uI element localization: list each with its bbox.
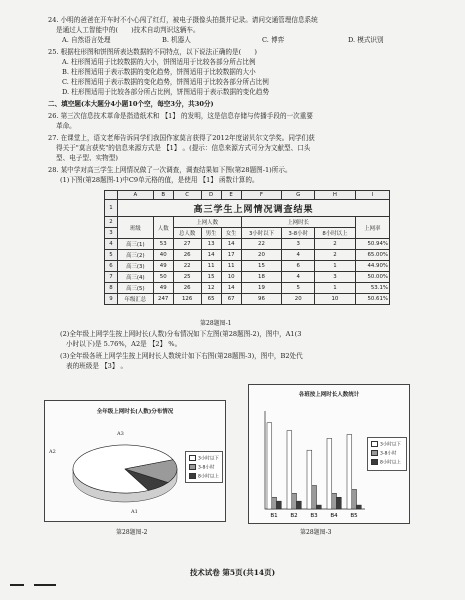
- row-number: 8: [105, 283, 118, 294]
- q25-option-b: B. 柱形图适用于表示数据的变化趋势，饼图适用于比较数据的大小: [62, 68, 256, 76]
- q25-option-d: D. 柱形图适用于比较各部分所占比例，饼图适用于表示数据的变化趋势: [62, 88, 270, 96]
- cell-over8: 2: [315, 250, 356, 261]
- cell-female: 10: [221, 272, 241, 283]
- table-body: [105, 239, 390, 305]
- cell-total: 25: [173, 272, 201, 283]
- bar-legend-item-2: [371, 450, 396, 457]
- legend-label: 3-8小时: [380, 451, 397, 457]
- cell-class: 高三(4): [118, 272, 154, 283]
- cell-under3: 15: [241, 261, 282, 272]
- legend-swatch: [371, 459, 378, 465]
- q24-line2: 是通过人工智能中的( )技术自动判识这辆车。: [56, 26, 200, 34]
- q24-option-c: C. 博弈: [262, 36, 285, 44]
- cell-male: 13: [201, 239, 221, 250]
- header-online-count: 上网人数: [173, 217, 241, 228]
- q28-sub2-line1: (2)全年级上网学生按上网时长(人数)分布情况如下左图(第28题图-2)，图中，A1(3: [60, 330, 302, 338]
- q25-stem: 25. 根据柱形图和饼图所表达数据的不同特点，以下说法正确的是( ): [48, 48, 257, 56]
- cell-under3: 19: [241, 283, 282, 294]
- table-title: 高三学生上网情况调查结果: [118, 200, 390, 217]
- bar-legend-item-3: [371, 459, 401, 466]
- section-heading: 二、填空题(本大题分4小题10个空，每空3分，共30分): [48, 100, 214, 108]
- legend-label: 3-8小时: [198, 465, 215, 471]
- q28-sub1: (1)下图(第28题图-1)中C9单元格的值，是使用 【1】 函数计算的。: [60, 176, 259, 184]
- cell-male: 65: [201, 294, 221, 305]
- row-number: 1: [105, 200, 118, 217]
- cell-over8: 2: [315, 239, 356, 250]
- cell-total: 26: [173, 250, 201, 261]
- col-letter-e: E: [221, 191, 241, 200]
- cell-3to8: 3: [282, 239, 315, 250]
- header-class: 班级: [118, 217, 154, 239]
- cell-class: 高三(1): [118, 239, 154, 250]
- bar-B5-series-2: [352, 489, 357, 509]
- bar-category-label: B3: [310, 513, 318, 519]
- pie-label-a3: A3: [117, 431, 124, 437]
- header-3to8: 3-8小时: [282, 228, 315, 239]
- cell-over8: 1: [315, 261, 356, 272]
- cell-total: 27: [173, 239, 201, 250]
- table-row: [105, 250, 390, 261]
- legend-swatch: [371, 450, 378, 456]
- table-row: [105, 272, 390, 283]
- q25-option-a: A. 柱形图适用于比较数据的大小，饼图适用于比较各部分所占比例: [62, 58, 256, 66]
- col-letter-d: D: [201, 191, 221, 200]
- pie-chart-title: 全年级上网时长(人数)分布情况: [96, 409, 174, 415]
- table-row: [105, 239, 390, 250]
- row-number: 7: [105, 272, 118, 283]
- q28-sub3-line2: 表的班级是 【3】 。: [66, 362, 128, 370]
- q27-line2: 得关于"莫言获奖"的信息来源方式是 【1】 。(提示：信息来源方式可分为文献型、口头: [56, 144, 311, 152]
- cell-3to8: 20: [282, 294, 315, 305]
- header-duration: 上网时长: [241, 217, 355, 228]
- cell-male: 11: [201, 261, 221, 272]
- row-number: 5: [105, 250, 118, 261]
- cell-under3: 96: [241, 294, 282, 305]
- bar-category-label: B5: [350, 513, 358, 519]
- q28-sub3-line1: (3)全年级各班上网学生按上网时长人数统计如下右图(第28题图-3)，图中，B2处代: [60, 352, 303, 360]
- cell-female: 67: [221, 294, 241, 305]
- cell-female: 14: [221, 283, 241, 294]
- header-over8: 8小时以上: [315, 228, 356, 239]
- cell-rate: 50.00%: [355, 272, 389, 283]
- pie-label-a2: A2: [49, 449, 56, 455]
- q28-sub2-line2: 小时以下)是 5.76%，A2是 【2】 %。: [66, 340, 182, 348]
- cell-class: 高三(3): [118, 261, 154, 272]
- cell-3to8: 4: [282, 250, 315, 261]
- bar-B3-series-1: [307, 450, 312, 509]
- row-number: 4: [105, 239, 118, 250]
- header-rate: 上网率: [355, 217, 389, 239]
- cell-count: 49: [153, 283, 173, 294]
- legend-label: 3小时以下: [198, 456, 219, 462]
- q24-option-d: D. 模式识别: [348, 36, 384, 44]
- caption-figure2: 第28题图-2: [116, 529, 148, 536]
- pie-legend-item-3: [189, 473, 219, 480]
- cell-total: 22: [173, 261, 201, 272]
- q26-line1: 26. 第三次信息技术革命是指造纸术和 【1】 的发明，这是信息存储与传播手段的一次重要: [48, 112, 313, 120]
- legend-swatch: [189, 455, 196, 461]
- bar-legend-item-1: [371, 441, 401, 448]
- bar-B2-series-3: [297, 501, 302, 509]
- bar-B5-series-3: [357, 505, 362, 509]
- cell-female: 14: [221, 239, 241, 250]
- bar-B3-series-3: [317, 505, 322, 509]
- header-male: 男生: [201, 228, 221, 239]
- cell-3to8: 5: [282, 283, 315, 294]
- bar-B1-series-3: [277, 501, 282, 509]
- cell-under3: 22: [241, 239, 282, 250]
- bar-B3-series-2: [312, 485, 317, 509]
- q24-option-a: A. 自然语言处理: [62, 36, 111, 44]
- q28-line1: 28. 某中学对高三学生上网情况做了一次调查，调查结果如下图(第28题图-1)所示。: [48, 166, 292, 174]
- cell-rate: 44.90%: [355, 261, 389, 272]
- table-row: [105, 200, 390, 217]
- bar-chart-box: [248, 384, 410, 524]
- table-row: [105, 294, 390, 305]
- bar-B2-series-2: [292, 493, 297, 509]
- q24-line1: 24. 小明的爸爸在开车时不小心闯了红灯，被电子摄像头拍摄并记录。请问交通管理信息系统: [48, 16, 318, 24]
- bar-B4-series-2: [332, 493, 337, 509]
- bar-B2-series-1: [287, 431, 292, 509]
- bar-category-label: B2: [290, 513, 298, 519]
- pie-label-a1: A1: [131, 509, 138, 515]
- cell-3to8: 4: [282, 272, 315, 283]
- cell-rate: 53.1%: [355, 283, 389, 294]
- cell-male: 12: [201, 283, 221, 294]
- corner-cell: [105, 191, 118, 200]
- legend-swatch: [189, 464, 196, 470]
- cell-count: 49: [153, 261, 173, 272]
- cell-over8: 10: [315, 294, 356, 305]
- header-count: 人数: [153, 217, 173, 239]
- cell-count: 247: [153, 294, 173, 305]
- cell-count: 40: [153, 250, 173, 261]
- cell-class: 高三(5): [118, 283, 154, 294]
- legend-label: 8小时以上: [380, 460, 401, 466]
- q26-line2: 革命。: [56, 122, 76, 130]
- row-number: 3: [105, 228, 118, 239]
- q27-line1: 27. 在课堂上，语文老师告诉同学们我国作家莫言获得了2012年度诺贝尔文学奖。同学们获: [48, 134, 315, 142]
- pie-chart-box: [44, 400, 226, 522]
- q25-option-c: C. 柱形图适用于表示数据的变化趋势，饼图适用于比较各部分所占比例: [62, 78, 269, 86]
- col-letter-f: F: [241, 191, 282, 200]
- legend-swatch: [189, 473, 196, 479]
- legend-swatch: [371, 441, 378, 447]
- cell-under3: 18: [241, 272, 282, 283]
- cell-total: 26: [173, 283, 201, 294]
- col-letter-h: H: [315, 191, 356, 200]
- bar-legend: [367, 437, 407, 471]
- edge-mark: [10, 584, 24, 586]
- cell-rate: 50.61%: [355, 294, 389, 305]
- cell-rate: 65.00%: [355, 250, 389, 261]
- bar-B5-series-1: [347, 435, 352, 509]
- col-letter-i: I: [355, 191, 389, 200]
- caption-figure1: 第28题图-1: [200, 320, 232, 327]
- cell-under3: 20: [241, 250, 282, 261]
- row-number: 6: [105, 261, 118, 272]
- cell-rate: 50.94%: [355, 239, 389, 250]
- bar-category-label: B1: [270, 513, 278, 519]
- bar-chart-title: 各班按上网时长人数统计: [298, 392, 360, 398]
- cell-count: 53: [153, 239, 173, 250]
- caption-figure3: 第28题图-3: [300, 529, 332, 536]
- cell-female: 17: [221, 250, 241, 261]
- cell-male: 15: [201, 272, 221, 283]
- table-row: [105, 283, 390, 294]
- table-row: [105, 261, 390, 272]
- q27-line3: 型、电子型、实物型): [56, 154, 118, 162]
- cell-over8: 3: [315, 272, 356, 283]
- cell-male: 14: [201, 250, 221, 261]
- cell-count: 50: [153, 272, 173, 283]
- cell-3to8: 6: [282, 261, 315, 272]
- col-letter-g: G: [282, 191, 315, 200]
- table-row: [105, 217, 390, 228]
- cell-over8: 1: [315, 283, 356, 294]
- bar-B4-series-3: [337, 497, 342, 509]
- survey-table: [104, 190, 390, 305]
- cell-class: 年级汇总: [118, 294, 154, 305]
- header-female: 女生: [221, 228, 241, 239]
- cell-total: 126: [173, 294, 201, 305]
- bar-B1-series-2: [272, 497, 277, 509]
- bar-B4-series-1: [327, 438, 332, 509]
- col-letter-c: C: [173, 191, 201, 200]
- pie-legend: [185, 451, 223, 483]
- q24-option-b: B. 机器人: [162, 36, 191, 44]
- legend-label: 8小时以上: [198, 474, 219, 480]
- pie-legend-item-1: [189, 455, 219, 462]
- header-total: 总人数: [173, 228, 201, 239]
- pie-legend-item-2: [189, 464, 214, 471]
- col-letter-a: A: [118, 191, 154, 200]
- row-number: 2: [105, 217, 118, 228]
- cell-female: 11: [221, 261, 241, 272]
- legend-label: 3小时以下: [380, 442, 401, 448]
- row-number: 9: [105, 294, 118, 305]
- bar-B1-series-1: [267, 423, 272, 509]
- column-letter-row: [105, 191, 390, 200]
- page-footer: 技术试卷 第5页(共14页): [189, 568, 276, 577]
- cell-class: 高三(2): [118, 250, 154, 261]
- edge-mark: [34, 584, 56, 586]
- bar-category-label: B4: [330, 513, 338, 519]
- col-letter-b: B: [153, 191, 173, 200]
- header-under3: 3小时以下: [241, 228, 282, 239]
